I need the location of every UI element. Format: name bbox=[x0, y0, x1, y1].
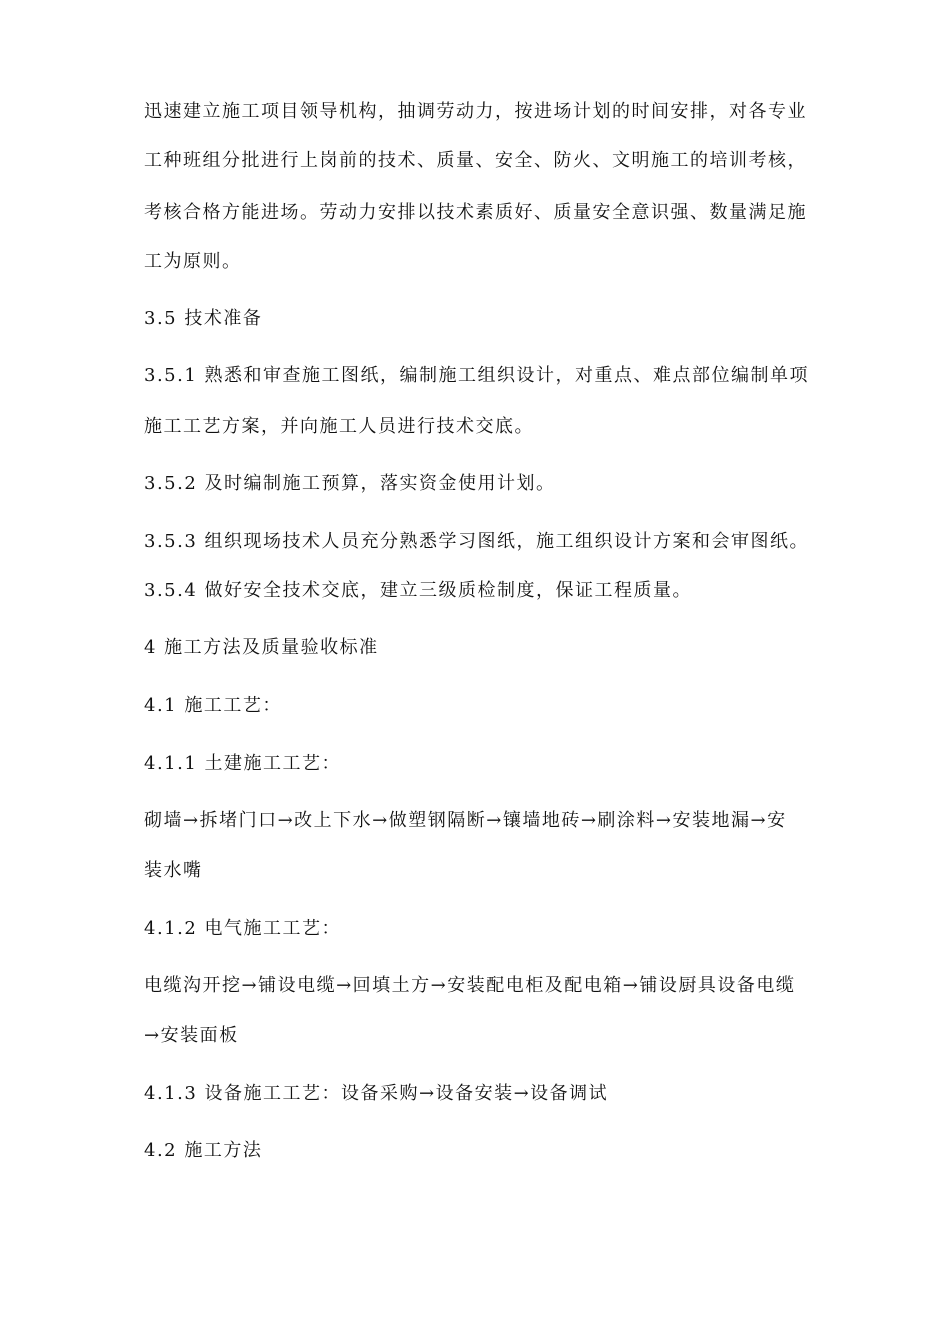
body-text-line: 施工工艺方案，并向施工人员进行技术交底。 bbox=[144, 416, 534, 437]
section-heading-4-2: 4.2 施工方法 bbox=[144, 1140, 263, 1161]
body-text-line: →安装面板 bbox=[144, 1025, 239, 1046]
body-text-line: 电缆沟开挖→铺设电缆→回填土方→安装配电柜及配电箱→铺设厨具设备电缆 bbox=[144, 975, 796, 996]
body-text-line: 4.1.3 设备施工工艺：设备采购→设备安装→设备调试 bbox=[144, 1083, 609, 1104]
section-heading-3-5: 3.5 技术准备 bbox=[144, 308, 263, 329]
section-heading-4: 4 施工方法及质量验收标准 bbox=[144, 637, 379, 658]
body-text-line: 3.5.3 组织现场技术人员充分熟悉学习图纸，施工组织设计方案和会审图纸。 bbox=[144, 531, 810, 552]
body-text-line: 工为原则。 bbox=[144, 251, 242, 272]
body-text-line: 3.5.4 做好安全技术交底，建立三级质检制度，保证工程质量。 bbox=[144, 580, 693, 601]
body-text-line: 工种班组分批进行上岗前的技术、质量、安全、防火、文明施工的培训考核， bbox=[144, 150, 807, 171]
body-text-line: 砌墙→拆堵门口→改上下水→做塑钢隔断→镶墙地砖→刷涂料→安装地漏→安 bbox=[144, 810, 787, 831]
body-text-line: 3.5.2 及时编制施工预算，落实资金使用计划。 bbox=[144, 473, 556, 494]
body-text-line: 考核合格方能进场。劳动力安排以技术素质好、质量安全意识强、数量满足施 bbox=[144, 202, 807, 223]
section-heading-4-1-2: 4.1.2 电气施工工艺： bbox=[144, 918, 342, 939]
body-text-line: 3.5.1 熟悉和审查施工图纸，编制施工组织设计，对重点、难点部位编制单项 bbox=[144, 365, 810, 386]
section-heading-4-1: 4.1 施工工艺： bbox=[144, 695, 282, 716]
body-text-line: 迅速建立施工项目领导机构，抽调劳动力，按进场计划的时间安排，对各专业 bbox=[144, 101, 807, 122]
body-text-line: 装水嘴 bbox=[144, 860, 203, 881]
section-heading-4-1-1: 4.1.1 土建施工工艺： bbox=[144, 753, 342, 774]
